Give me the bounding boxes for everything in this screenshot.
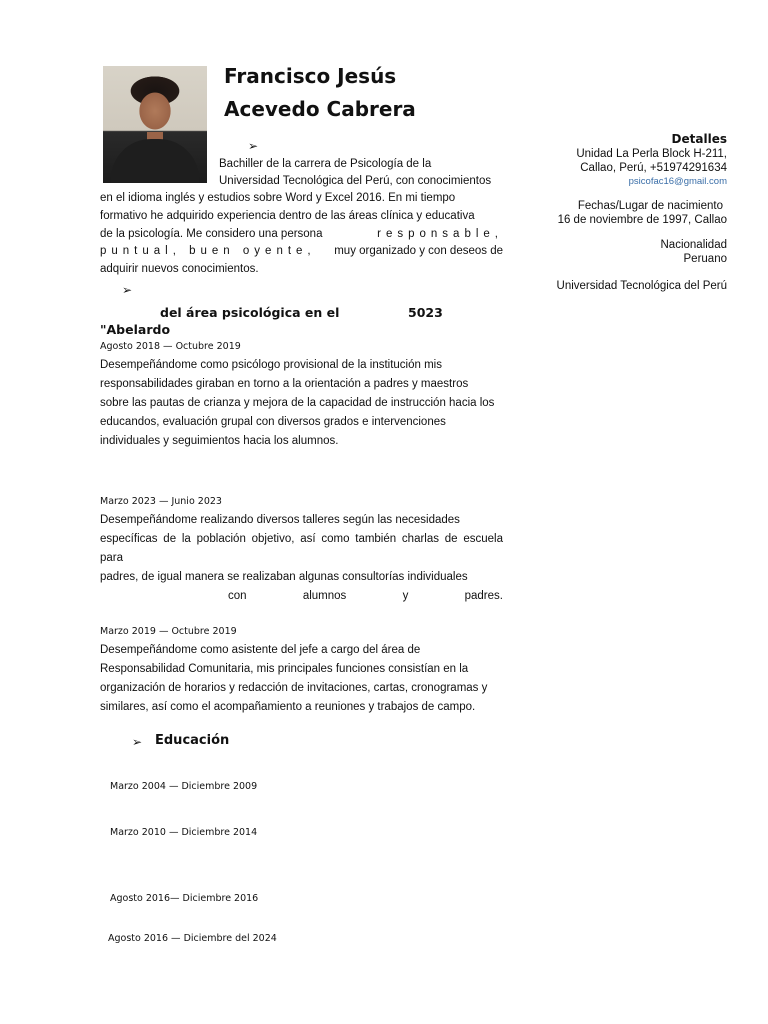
job-word: con (228, 590, 247, 602)
job-line (100, 587, 503, 606)
education-date: Agosto 2016 — Diciembre del 2024 (108, 933, 277, 944)
experience-title: "Abelardo (100, 322, 171, 337)
profile-photo (103, 66, 207, 183)
job-line: responsabilidades giraban en torno a la orientación a padres y maestros (100, 378, 469, 390)
job-line: padres, de igual manera se realizaban algunas consultorías individuales (100, 571, 468, 583)
job-date: Marzo 2023 — Junio 2023 (100, 496, 222, 507)
job-description (100, 511, 503, 606)
job-date: Agosto 2018 — Octubre 2019 (100, 341, 241, 352)
details-university: Universidad Tecnológica del Perú (556, 280, 727, 292)
job-date: Marzo 2019 — Octubre 2019 (100, 626, 237, 637)
details-email-link[interactable]: psicofac16@gmail.com (628, 176, 727, 187)
experience-bullet-icon: ➢ (122, 283, 133, 297)
profile-text: muy organizado y con deseos de (334, 245, 503, 257)
education-title: Educación (155, 733, 230, 748)
details-address: Callao, Perú, +51974291634 (580, 162, 727, 174)
name-first: Francisco Jesús (224, 64, 397, 88)
profile-bullet-icon: ➢ (248, 139, 259, 153)
profile-line (100, 226, 503, 244)
details-address: Unidad La Perla Block H-211, (576, 148, 727, 160)
job-word: padres. (464, 590, 503, 602)
profile-text: de la psicología. Me considero una persona (100, 228, 323, 240)
education-bullet-icon: ➢ (132, 735, 143, 749)
profile-line: adquirir nuevos conocimientos. (100, 263, 259, 275)
job-line: sobre las pautas de crianza y mejora de la capacidad de instrucción hacia los (100, 397, 495, 409)
job-line: individuales y seguimientos hacia los alumnos. (100, 435, 339, 447)
job-line: específicas de la población objetivo, así como también charlas de escuela para (100, 533, 503, 564)
job-line: Desempeñándome realizando diversos talleres según las necesidades (100, 514, 460, 526)
details-panel (507, 132, 727, 266)
profile-line: en el idioma inglés y estudios sobre Word y Excel 2016. En mi tiempo (100, 192, 456, 204)
job-line: Desempeñándome como asistente del jefe a cargo del área de (100, 644, 421, 656)
profile-line (100, 243, 503, 261)
job-description (100, 641, 503, 717)
education-date: Marzo 2004 — Diciembre 2009 (110, 781, 258, 792)
profile-text: responsable, (377, 228, 503, 240)
profile-line: formativo he adquirido experiencia dentro de las áreas clínica y educativa (100, 210, 475, 222)
profile-line: Bachiller de la carrera de Psicología de la (219, 158, 432, 170)
profile-line: Universidad Tecnológica del Perú, con conocimientos (219, 175, 492, 187)
job-line: organización de horarios y redacción de invitaciones, cartas, cronogramas y (100, 682, 488, 694)
job-word: alumnos (302, 590, 347, 602)
details-nationality-label: Nacionalidad (660, 239, 727, 251)
name-last: Acevedo Cabrera (224, 97, 416, 121)
job-line: educandos, evaluación grupal con diversos grados e intervenciones (100, 416, 446, 428)
profile-text: puntual, buen oyente, (100, 245, 316, 257)
education-date: Marzo 2010 — Diciembre 2014 (110, 827, 258, 838)
details-nationality-value: Peruano (683, 253, 727, 265)
details-birth-label: Fechas/Lugar de nacimiento (577, 200, 723, 212)
job-line: similares, así como el acompañamiento a reuniones y trabajos de campo. (100, 701, 476, 713)
experience-title: 5023 (408, 305, 443, 320)
job-description (100, 356, 503, 451)
details-title: Detalles (671, 132, 727, 146)
job-word: y (402, 590, 409, 602)
job-line: Desempeñándome como psicólogo provisional de la institución mis (100, 359, 442, 371)
experience-title: del área psicológica en el (160, 305, 340, 320)
details-birth-value: 16 de noviembre de 1997, Callao (557, 214, 727, 226)
job-line: Responsabilidad Comunitaria, mis principales funciones consistían en la (100, 663, 469, 675)
education-date: Agosto 2016— Diciembre 2016 (110, 893, 259, 904)
